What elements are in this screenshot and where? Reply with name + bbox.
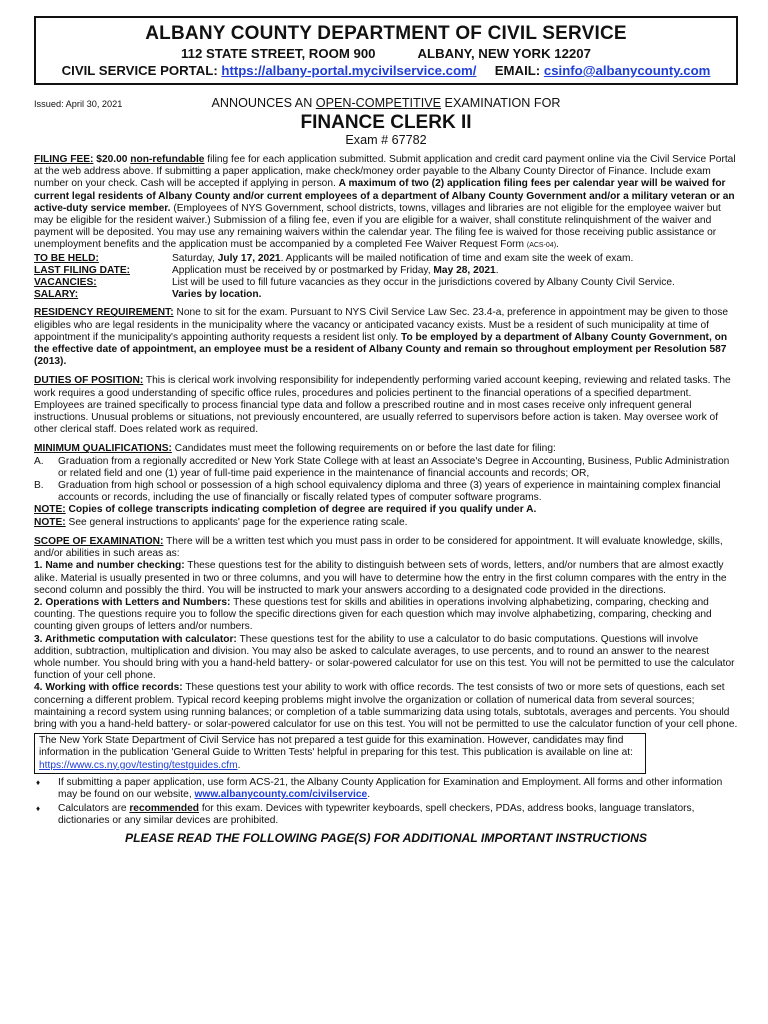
experience-note xyxy=(34,517,738,529)
to-be-held-value xyxy=(172,253,738,265)
qualification-a-marker: A. xyxy=(34,455,44,467)
scope-item xyxy=(34,634,738,683)
salary-row xyxy=(34,289,738,301)
department-address-line xyxy=(42,45,730,62)
recommended-emphasis: recommended xyxy=(129,803,199,815)
exam-facts-table xyxy=(34,253,738,302)
residency-section xyxy=(34,307,738,368)
test-guide-text: The New York State Department of Civil Service has not prepared a test guide for this examination. However, candidates may find information in the publication 'General Guide to Written Tests' helpful in preparing for this test. This publication is available on line at: xyxy=(39,735,633,759)
additional-instructions-note: PLEASE READ THE FOLLOWING PAGE(S) FOR ADDITIONAL IMPORTANT INSTRUCTIONS xyxy=(124,830,648,845)
non-refundable-note: non-refundable xyxy=(130,154,205,165)
qualifications-section xyxy=(34,443,738,528)
contact-line xyxy=(42,62,730,79)
qualification-a-text: Graduation from a regionally accredited or New York State College with at least an Associate's Degree in Accounting, Business, Public Administration or related field and one (1) year of full-time paid experience in the maintenance of financial accounts and records; OR, xyxy=(58,455,730,479)
exam-type: OPEN-COMPETITIVE xyxy=(315,96,442,110)
scope-item-text: These questions test for skills and abilities in operations involving alphabetizing, comparing, checking and counting. The questions require you to follow the specific directions given for each question which may involve alphabetizing, comparing, checking and counting given groups of letters and/or numbers. xyxy=(34,596,712,633)
salary-label: SALARY: xyxy=(34,289,79,301)
held-suffix: . Applicants will be mailed notification of time and exam site the week of exam. xyxy=(280,252,634,264)
transcript-note xyxy=(34,504,738,516)
to-be-held-row xyxy=(34,253,738,265)
salary-value: Varies by location. xyxy=(172,289,262,301)
test-guide-end: . xyxy=(237,759,241,771)
filing-fee-section xyxy=(34,154,738,253)
last-filing-prefix: Application must be received by or postmarked by Friday, xyxy=(172,264,434,276)
bullet-1-text: If submitting a paper application, use form ACS-21, the Albany County Application for Examination and Employment. All forms and other information may be found on our website, xyxy=(58,776,723,800)
scope-item xyxy=(34,560,738,597)
scope-section xyxy=(34,536,738,731)
letterhead-box xyxy=(34,16,738,85)
vacancies-label: VACANCIES: xyxy=(34,277,97,289)
duties-section xyxy=(34,375,738,436)
filing-fee-amount: $20.00 xyxy=(96,154,128,165)
scope-item-title: 1. Name and number checking: xyxy=(34,560,185,572)
calculator-bullet xyxy=(34,803,738,827)
fee-waiver-form-ref: (ACS-04) xyxy=(526,242,557,250)
exam-number: Exam # 67782 xyxy=(345,133,427,147)
scope-item-text: These questions test for the ability to distinguish between sets of words, letters, and/or numbers that are almost exactly alike. Material is usually presented in two or three columns, and you will have to determine how the entry in the first column compares with the entry in the second column and possibly the third. You will be instructed to mark your answers according to a designated code provided in the directions. xyxy=(34,560,727,596)
held-prefix: Saturday, xyxy=(172,252,218,264)
qualifications-label: MINIMUM QUALIFICATIONS: xyxy=(34,443,172,455)
duties-label: DUTIES OF POSITION: xyxy=(34,375,144,387)
test-guide-box xyxy=(34,733,646,774)
diamond-bullet-icon: ♦ xyxy=(36,804,41,814)
announce-suffix: EXAMINATION FOR xyxy=(441,96,561,110)
email-link[interactable]: csinfo@albanycounty.com xyxy=(543,63,711,78)
last-filing-date-row xyxy=(34,265,738,277)
last-filing-suffix: . xyxy=(495,264,499,276)
filing-fee-label: FILING FEE: xyxy=(34,154,94,165)
scope-item-title: 3. Arithmetic computation with calculator: xyxy=(34,633,237,645)
scope-intro-line xyxy=(34,536,738,560)
qualification-a xyxy=(34,456,738,480)
residency-text: None to sit for the exam. Pursuant to NYS Civil Service Law Sec. 23.4-a, preference in appointment may be given to those eligibles who are legal residents in the municipality where the vacancy or anticipated vacancy exists. Must be a resident of such municipality at time of appointment if the municipality's appointing authority requests a resident list only. xyxy=(34,307,728,343)
scope-item-text: These questions test your ability to work with office records. The test consists of two or more sets of questions, each set concerning a different problem. Typical record keeping problems might involve the organization or collation of numerical data from several sources; maintaining a record system using running balances; or completion of a table summarizing data using totals, subtotals, averages and percents. You should bring with you a hand-held battery- or solar-powered calculator for use on this test. You will not be permitted to use the calculator function of your cell phone. xyxy=(34,682,738,730)
vacancies-value: List will be used to fill future vacancies as they occur in the jurisdictions covered by Albany County Civil Service. xyxy=(172,277,675,289)
qualification-b-marker: B. xyxy=(34,480,44,492)
fee-waiver-statement: A maximum of two (2) application filing fees per calendar year will be waived for current legal residents of Albany County and/or current employees of a department of Albany County Government and/or a military veteran or an active-duty service member. xyxy=(34,178,735,214)
bullet-2-text: for this exam. Devices with typewriter keyboards, spell checkers, PDAs, address books, language translators, dictionaries or any similar devices are prohibited. xyxy=(58,803,695,827)
filing-fee-text-1: filing fee for each application submitted. Submit application and credit card payment online via the Civil Service Portal at the web address above. If submitting a paper application, make check/money order payable to the Albany County Director of Finance. Include exam number on your check. Cash will be accepted if applying in person. xyxy=(34,154,736,190)
paper-application-text xyxy=(58,777,738,801)
last-filing-label: LAST FILING DATE: xyxy=(34,264,131,276)
duties-text: This is clerical work involving responsibility for independently performing varied account keeping, reviewing and related tasks. The work requires a good understanding of specific office rules, procedures and policies pertinent to the financial operations of a specified department. Employees are trained specifically to process financial type data and follow a prescribed routine and in most cases receive only infrequent general instructions. Unusual problems or situations, not previously encountered, are usually referred to supervisors before action is taken. May oversee work of other clerical staff. Does related work as required. xyxy=(34,375,731,436)
residency-requirement-bold: To be employed by a department of Albany County Government, on the effective date of appointment, an employee must be a resident of Albany County and remain so throughout employment per Resolution 587 (2013). xyxy=(34,331,728,368)
exam-title: FINANCE CLERK II xyxy=(300,112,472,133)
email-label: EMAIL: xyxy=(494,63,541,78)
bullet-2-prefix: Calculators are xyxy=(58,803,130,815)
city-state-zip: ALBANY, NEW YORK 12207 xyxy=(417,46,591,61)
note-experience: See general instructions to applicants' page for the experience rating scale. xyxy=(65,516,408,528)
scope-label: SCOPE OF EXAMINATION: xyxy=(34,535,164,547)
issued-date: Issued: April 30, 2021 xyxy=(34,99,123,109)
qualification-b xyxy=(34,480,738,504)
portal-link[interactable]: https://albany-portal.mycivilservice.com/ xyxy=(221,63,477,78)
paper-application-bullet xyxy=(34,777,738,801)
last-filing-date: May 28, 2021 xyxy=(433,264,496,276)
department-title: ALBANY COUNTY DEPARTMENT OF CIVIL SERVICE xyxy=(145,23,627,44)
filing-fee-end: . xyxy=(556,239,559,251)
bullet-1-end: . xyxy=(367,788,371,800)
to-be-held-label: TO BE HELD: xyxy=(34,252,99,264)
note-transcripts: Copies of college transcripts indicating completion of degree are required if you qualify under A. xyxy=(65,504,537,516)
vacancies-row xyxy=(34,277,738,289)
issued-row xyxy=(34,96,738,111)
test-guide-link[interactable]: https://www.cs.ny.gov/testing/testguides.cfm xyxy=(39,759,238,771)
qualifications-intro-line xyxy=(34,443,738,455)
last-filing-value xyxy=(172,265,738,277)
announcement-line xyxy=(34,96,738,110)
salary-text: Varies by location xyxy=(172,289,259,301)
portal-label: CIVIL SERVICE PORTAL: xyxy=(61,63,218,78)
qualification-b-text: Graduation from high school or possession of a high school equivalency diploma and three (3) years of experience in maintaining complex financial accounts or records, including the use of financially or fiscally related types of computer software programs. xyxy=(58,480,721,504)
announce-prefix: ANNOUNCES AN xyxy=(211,96,316,110)
scope-item xyxy=(34,682,738,731)
scope-item xyxy=(34,597,738,634)
note-label: NOTE: xyxy=(34,504,66,516)
note-label-2: NOTE: xyxy=(34,516,66,528)
street-address: 112 STATE STREET, ROOM 900 xyxy=(181,46,376,61)
diamond-bullet-icon: ♦ xyxy=(36,777,41,787)
filing-fee-text-2: (Employees of NYS Government, school districts, towns, villages and libraries are not eligible for the employee waiver but may be eligible for the resident waiver.) Submission of a filing fee, even if you are eligible for a waiver, shall constitute relinquishment of the waiver and payment will be deposited. You may use any remaining waivers within the calendar year. The filing fee is waived for those receiving public assistance or unemployment benefits and the application must be accompanied by a completed Fee Waiver Request Form xyxy=(34,202,721,251)
residency-label: RESIDENCY REQUIREMENT: xyxy=(34,307,174,319)
county-website-link[interactable]: www.albanycounty.com/civilservice xyxy=(194,788,368,800)
scope-item-title: 4. Working with office records: xyxy=(34,682,183,694)
scope-item-text: These questions test for the ability to use a calculator to do basic computations. Questions will involve addition, subtraction, multiplication and division. You may also be asked to calculate averages, to use percents, and to round an answer to the nearest whole number. You should bring with you a hand-held battery- or solar-powered calculator for use on this test. You will not be permitted to use the calculator function of your cell phone. xyxy=(34,633,735,682)
held-date: July 17, 2021 xyxy=(217,252,281,264)
qualifications-intro: Candidates must meet the following requirements on or before the last date for filing: xyxy=(171,443,556,455)
calculator-text xyxy=(58,803,738,827)
scope-intro: There will be a written test which you must pass in order to be considered for appointment. It will evaluate knowledge, skills, and/or abilities in such areas as: xyxy=(34,535,723,560)
scope-item-title: 2. Operations with Letters and Numbers: xyxy=(34,596,231,608)
